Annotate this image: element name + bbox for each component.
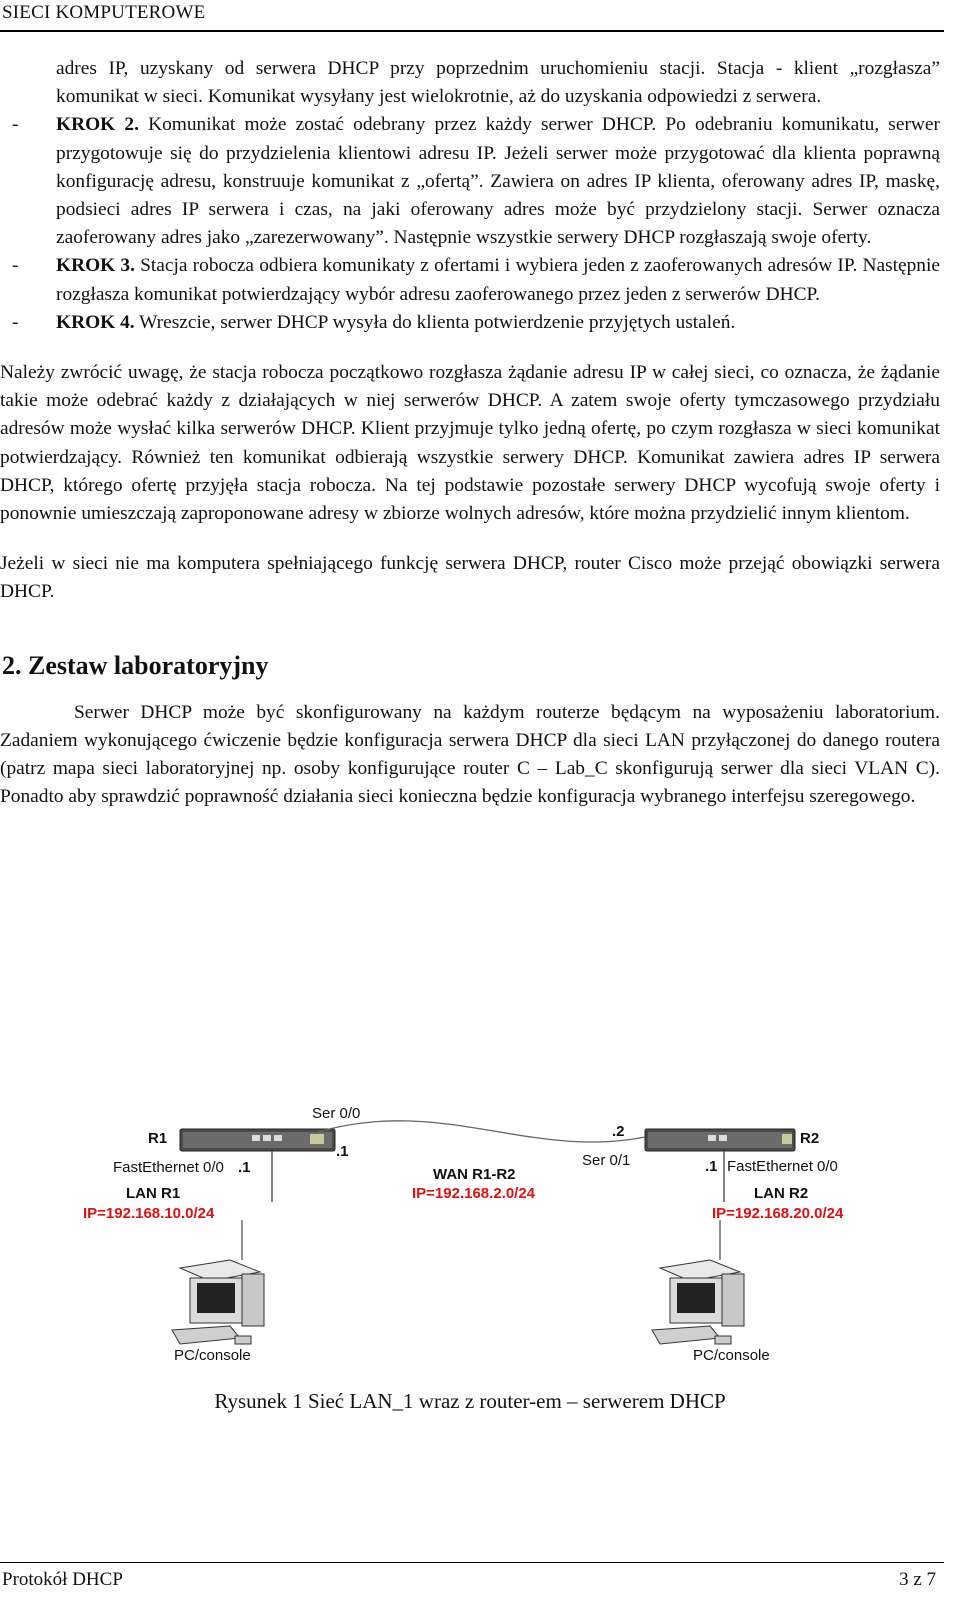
router-r1-icon	[180, 1129, 335, 1151]
main-content	[0, 55, 940, 811]
footer-document-title: Protokół DHCP	[2, 1569, 123, 1590]
section-heading: 2. Zestaw laboratoryjny	[2, 650, 269, 680]
step-label: KROK 2.	[56, 114, 139, 136]
r2-serial-ip: .2	[612, 1123, 625, 1140]
pc1-label: PC/console	[174, 1347, 251, 1364]
paragraph-cisco: Jeżeli w sieci nie ma komputera spełniającego funkcję serwera DHCP, router Cisco może przejąć obowiązki serwera DHCP.	[0, 553, 940, 603]
pc-computer-icon	[172, 1260, 264, 1344]
header-title: SIECI KOMPUTEROWE	[2, 2, 206, 23]
step-text: Komunikat może zostać odebrany przez każdy serwer DHCP. Po odebraniu komunikatu, serwer przygotowuje się do przydzielenia klientowi adresu IP. Jeżeli serwer może przygotować dla klienta poprawną konfigurację adresu, konstruuje komunikat z „ofertą”. Zawiera on adres IP klienta, oferowany adres IP, maskę, podsieci adres IP serwera i czas, na jaki oferowany adres może być przydzielony stacji. Serwer oznacza zaoferowany adres jako „zarezerwowany”. Następnie wszystkie serwery DHCP rozgłaszają swoje oferty.	[56, 114, 940, 249]
step-dash: -	[12, 255, 19, 277]
r2-name: R2	[800, 1130, 820, 1147]
steps-block	[12, 55, 940, 337]
wan-label: WAN R1-R2	[433, 1166, 516, 1183]
r1-name: R1	[148, 1130, 168, 1147]
pc2-label: PC/console	[693, 1347, 770, 1364]
lan2-label: LAN R2	[754, 1185, 809, 1202]
wan-serial-link	[315, 1121, 645, 1142]
step-text: Wreszcie, serwer DHCP wysyła do klienta potwierdzenie przyjętych ustaleń.	[134, 311, 736, 333]
lan1-ip: IP=192.168.10.0/24	[83, 1205, 215, 1222]
page-header	[0, 0, 944, 32]
step-3	[12, 252, 940, 308]
ser00-label: Ser 0/0	[312, 1105, 361, 1122]
step-text: Stacja robocza odbiera komunikaty z ofertami i wybiera jeden z zaoferowanych adresów IP. Następnie rozgłasza komunikat potwierdzający wybór adresu zaoferowanego przez jeden z serwerów DHCP.	[56, 255, 940, 305]
page-footer	[0, 1562, 944, 1597]
footer-page-number: 3 z 7	[899, 1569, 936, 1590]
r2-fe-label: FastEthernet 0/0	[727, 1158, 838, 1175]
step-label: KROK 3.	[56, 255, 135, 277]
figure-caption: Rysunek 1 Sieć LAN_1 wraz z router-em – serwerem DHCP	[214, 1389, 726, 1413]
wan-ip: IP=192.168.2.0/24	[412, 1185, 536, 1202]
router-r2-icon	[645, 1129, 795, 1151]
r1-fe-ip: .1	[238, 1159, 251, 1176]
r1-fe-label: FastEthernet 0/0	[113, 1159, 224, 1176]
paragraph-offers: Należy zwrócić uwagę, że stacja robocza początkowo rozgłasza żądanie adresu IP w całej sieci, co oznacza, że żądanie takie może odebrać każdy z działających w niej serwerów DHCP. A zatem swoje oferty tymczasowego przydziału adresów może wysłać kilka serwerów DHCP. Klient przyjmuje tylko jedną ofertę, po czym rozgłasza w sieci komunikat potwierdzający. Również ten komunikat odbierają wszystkie serwery DHCP. Komunikat zawiera adres IP serwera DHCP, którego ofertę przyjęła stacja robocza. Na tej podstawie pozostałe serwery DHCP wycofują swoje oferty i ponownie umieszczają zaproponowane adresy w zbiorze wolnych adresów, które można przydzielić innym klientom.	[0, 362, 940, 525]
step-2	[12, 111, 940, 252]
step-label: KROK 4.	[56, 311, 135, 333]
step-4	[12, 309, 940, 337]
lan1-label: LAN R1	[126, 1185, 181, 1202]
pc-computer-icon	[652, 1260, 744, 1344]
step-dash: -	[12, 311, 19, 333]
section-paragraph: Serwer DHCP może być skonfigurowany na każdym routerze będącym na wyposażeniu laboratorium. Zadaniem wykonującego ćwiczenie będzie konfiguracja serwera DHCP dla sieci LAN przyłączonej do danego routera (patrz mapa sieci laboratoryjnej np. osoby konfigurujące router C – Lab_C skonfigurują serwer dla sieci VLAN C). Ponadto aby sprawdzić poprawność działania sieci konieczna będzie konfiguracja wybranego interfejsu szeregowego.	[0, 701, 940, 808]
r1-serial-ip: .1	[336, 1143, 349, 1160]
network-diagram	[60, 1100, 900, 1390]
step-dash: -	[12, 114, 19, 136]
ser01-label: Ser 0/1	[582, 1152, 631, 1169]
network-diagram-svg	[60, 1100, 900, 1390]
lan2-ip: IP=192.168.20.0/24	[712, 1205, 844, 1222]
intro-continued: adres IP, uzyskany od serwera DHCP przy poprzednim uruchomieniu stacji. Stacja - klient „rozgłasza” komunikat w sieci. Komunikat wysyłany jest wielokrotnie, aż do uzyskania odpowiedzi z serwera.	[56, 58, 940, 108]
r2-fe-ip: .1	[705, 1158, 718, 1175]
